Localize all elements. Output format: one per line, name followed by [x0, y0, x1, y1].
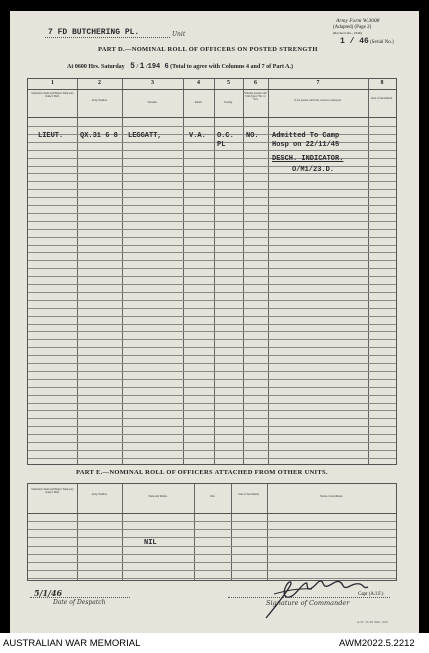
row-line: [28, 268, 396, 269]
col-number: 3: [151, 80, 154, 86]
row-line: [28, 229, 396, 230]
col-divider: [77, 484, 78, 580]
row-line: [28, 252, 396, 253]
row-line: [28, 166, 396, 167]
commander-label: Signature of Commander: [266, 599, 350, 607]
row-line: [28, 371, 396, 372]
part-d-title: PART D.—NOMINAL ROLL OF OFFICERS ON POSTED STRENGTH: [98, 46, 318, 53]
commander-underline: [228, 597, 390, 598]
subtitle-prefix: At 0600 Hrs. Saturday: [67, 64, 125, 70]
row-line: [28, 205, 396, 206]
row-line: [28, 173, 396, 174]
col-divider: [122, 79, 123, 464]
date-year: 194 6: [147, 63, 169, 71]
header-date-attachment: Date of Attachment.: [238, 493, 260, 496]
col-number: 6: [254, 80, 257, 86]
row-line: [28, 276, 396, 277]
row-line: [28, 379, 396, 380]
row-line: [28, 450, 396, 451]
row-line: [28, 142, 396, 143]
header-present: Whether present with Unit (Insert 'Yes' or 'No'): [244, 92, 267, 102]
col-divider: [77, 79, 78, 464]
col-divider: [183, 79, 184, 464]
date-day: 5: [130, 62, 135, 71]
commander-signature: [262, 574, 382, 622]
form-id-line1: Army Form W.3008: [336, 18, 380, 24]
col-divider: [122, 484, 123, 580]
archive-footer: [0, 633, 429, 653]
subtitle-suffix: (Total to agree with Columns 4 and 7 of Part A.): [170, 64, 293, 70]
col-divider: [243, 79, 244, 464]
header-name-initials: Name and Initials.: [148, 495, 168, 498]
row-line: [28, 221, 396, 222]
row-line: [28, 537, 396, 538]
col-number: 1: [51, 80, 54, 86]
entry-nil: NIL: [144, 539, 157, 547]
serial-number: 1 / 46: [340, 37, 369, 46]
entry-surname: LEGGATT,: [128, 132, 162, 140]
unit-label: Unit: [172, 31, 186, 38]
date-month: 1: [139, 62, 145, 71]
header-surname: Surname.: [147, 101, 158, 104]
col-divider: [194, 484, 195, 580]
despatch-underline: [30, 597, 130, 598]
part-d-subtitle: [67, 62, 293, 71]
part-d-table: [27, 78, 397, 465]
header-posting: Posting.: [224, 101, 233, 104]
col-divider: [267, 484, 268, 580]
header-rule: [28, 117, 396, 118]
part-e-table: [27, 483, 397, 581]
row-line: [28, 403, 396, 404]
col-number: 8: [380, 80, 384, 86]
row-line: [28, 418, 396, 419]
part-e-title: PART E.—NOMINAL ROLL OF OFFICERS ATTACHED FROM OTHER UNITS.: [76, 469, 328, 476]
col-number: 7: [316, 80, 320, 86]
header-employed: If not present with Unit, state how employed.: [294, 99, 342, 102]
row-line: [28, 150, 396, 151]
row-line: [28, 347, 396, 348]
row-line: [28, 521, 396, 522]
row-line: [28, 292, 396, 293]
footer-accession: AWM2022.5.2212: [339, 638, 415, 649]
col-number: 5: [227, 80, 230, 86]
printer-note: A.W. 11/46 50m. 3/45: [357, 620, 389, 624]
row-line: [28, 237, 396, 238]
col-number: 4: [197, 80, 200, 86]
row-line: [28, 245, 396, 246]
header-rule: [28, 89, 396, 90]
header-army-number: Army Number.: [91, 99, 108, 102]
row-line: [28, 331, 396, 332]
row-line: [28, 570, 396, 571]
row-line: [28, 426, 396, 427]
row-line: [28, 387, 396, 388]
despatch-date: 5/1/46: [34, 588, 63, 598]
header-rule: [28, 513, 396, 514]
entry-army-number: QX.31 6 8: [80, 132, 118, 140]
row-line: [28, 189, 396, 190]
entry-employed-line2: Hosp on 22/11/45: [272, 141, 340, 149]
col-divider: [231, 484, 232, 580]
date-sep-2: /: [145, 64, 148, 70]
row-line: [28, 562, 396, 563]
entry-present: NO.: [246, 132, 259, 140]
col-divider: [214, 79, 215, 464]
row-line: [28, 554, 396, 555]
row-line: [28, 546, 396, 547]
row-line: [28, 197, 396, 198]
row-line: [28, 316, 396, 317]
header-nature-attachment: Nature of Attachment.: [319, 495, 344, 498]
row-line: [28, 529, 396, 530]
despatch-label: Date of Despatch: [53, 599, 106, 606]
header-unit: Unit.: [209, 495, 216, 498]
row-line: [28, 308, 396, 309]
row-line: [28, 363, 396, 364]
unit-name: 7 FD BUTCHERING PL.: [48, 28, 140, 37]
form-id-line2: (Adapted) (Page 2): [333, 25, 372, 30]
header-army-number: Army Number.: [91, 493, 108, 496]
row-line: [28, 213, 396, 214]
entry-posting: O.C. PL: [217, 132, 234, 149]
footer-institution: AUSTRALIAN WAR MEMORIAL: [3, 638, 141, 649]
date-sep-1: /: [136, 64, 140, 70]
form-id-line3: (Revised Jan., 1946): [333, 31, 362, 35]
row-line: [28, 434, 396, 435]
row-line: [28, 442, 396, 443]
col-divider: [268, 79, 269, 464]
row-line: [28, 181, 396, 182]
row-line: [28, 355, 396, 356]
row-line: [28, 260, 396, 261]
entry-employed-line1: Admitted To Camp: [272, 132, 340, 140]
header-rank: Substantive Rank and Higher Temporary Rank if Held.: [31, 92, 74, 99]
entry-employed-line4: O/M1/23.D.: [292, 166, 335, 174]
row-line: [28, 284, 396, 285]
entry-initials: V.A.: [189, 132, 206, 140]
header-initials: Initials.: [194, 101, 203, 104]
col-number: 2: [98, 80, 101, 86]
unit-underline: [45, 37, 170, 38]
row-line: [28, 300, 396, 301]
row-line: [28, 126, 396, 127]
col-divider: [368, 79, 369, 464]
row-line: [28, 410, 396, 411]
row-line: [28, 339, 396, 340]
row-line: [28, 324, 396, 325]
row-line: [28, 458, 396, 459]
entry-rank: LIEUT.: [38, 132, 64, 140]
header-detachment: Date of Detachment.: [371, 97, 393, 100]
row-line: [28, 395, 396, 396]
commander-rank: Capt (A.I.F.): [358, 592, 384, 597]
serial-label: (Serial No.): [370, 40, 394, 45]
header-rank: Substantive Rank and Higher Temporary Rank if Held.: [31, 488, 74, 495]
entry-employed-line3: DESCH. INDICATOR.: [272, 155, 344, 163]
